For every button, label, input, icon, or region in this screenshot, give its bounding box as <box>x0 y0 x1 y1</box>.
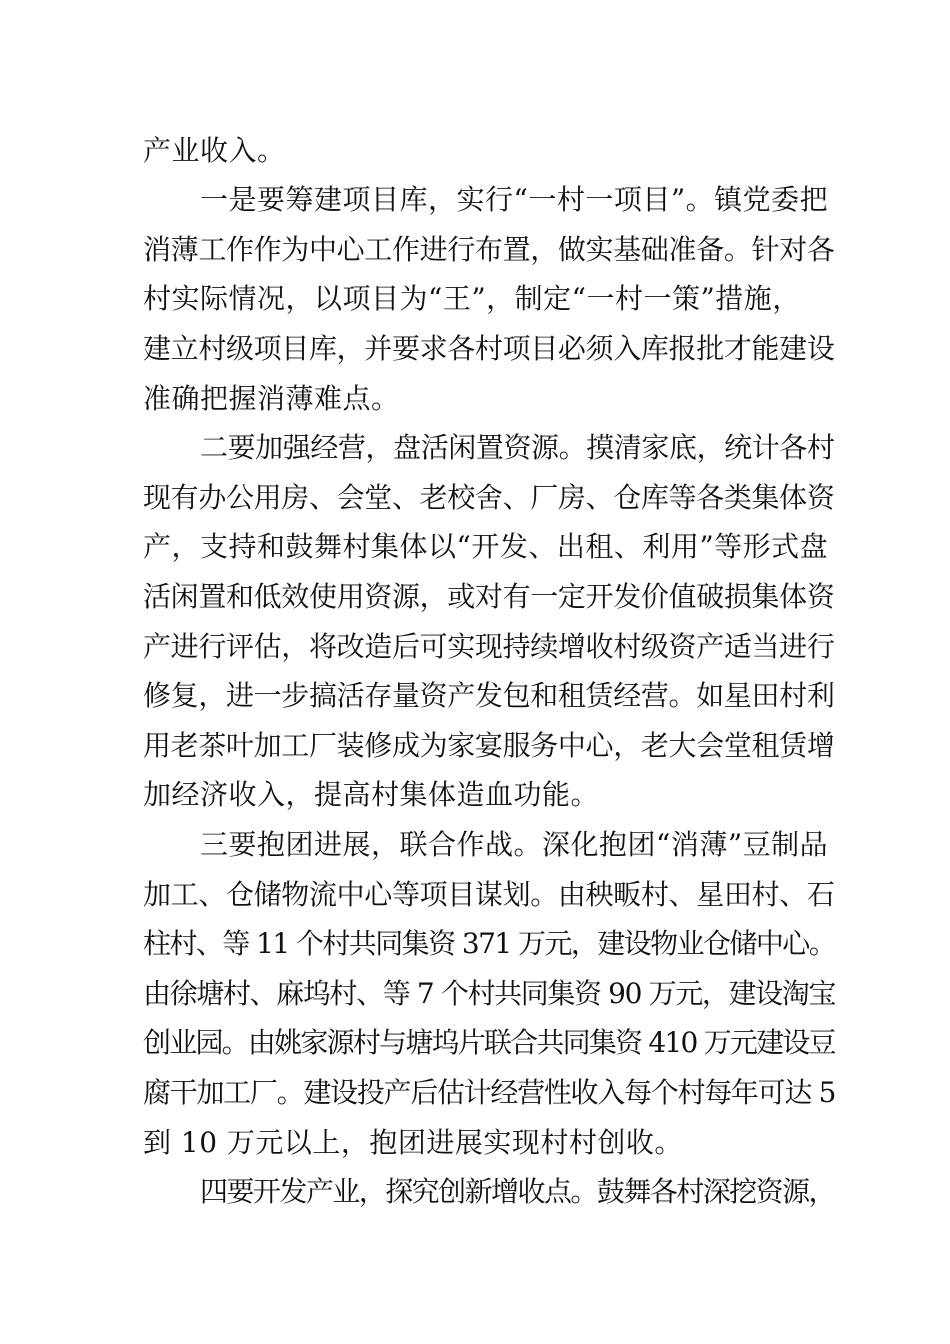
text-line: 加工、仓储物流中心等项目谋划。由秧畈村、星田村、石 <box>143 878 835 911</box>
paragraph-3-start: 三要抱团进展，联合作战。深化抱团“消薄”豆制品 <box>200 828 829 861</box>
text-line: 准确把握消薄难点。 <box>143 382 400 415</box>
text-line: 到 10 万元以上，抱团进展实现村村创收。 <box>143 1126 683 1159</box>
text-line: 柱村、等 11 个村共同集资 371 万元，建设物业仓储中心。 <box>143 927 836 960</box>
text-line: 修复，进一步搞活存量资产发包和租赁经营。如星田村利 <box>143 679 835 712</box>
paragraph-1-start: 一是要筹建项目库，实行“一村一项目”。镇党委把 <box>200 183 829 216</box>
text-line: 产进行评估，将改造后可实现持续增收村级资产适当进行 <box>143 630 835 663</box>
text-line: 村实际情况，以项目为“王”，制定“一村一策”措施， <box>143 282 801 315</box>
text-line: 产，支持和鼓舞村集体以“开发、出租、利用”等形式盘 <box>143 530 829 563</box>
paragraph-2-start: 二要加强经营，盘活闲置资源。摸清家底，统计各村 <box>200 431 835 464</box>
text-line: 用老茶叶加工厂装修成为家宴服务中心，老大会堂租赁增 <box>143 729 835 762</box>
text-line: 腐干加工厂。建设投产后估计经营性收入每个村每年可达 5 <box>143 1076 836 1109</box>
text-line: 由徐塘村、麻坞村、等 7 个村共同集资 90 万元，建设淘宝 <box>143 977 836 1010</box>
text-line: 现有办公用房、会堂、老校舍、厂房、仓库等各类集体资 <box>143 481 835 514</box>
paragraph-4-start: 四要开发产业，探究创新增收点。鼓舞各村深挖资源， <box>200 1175 836 1208</box>
text-line: 加经济收入，提高村集体造血功能。 <box>143 778 600 811</box>
text-line: 消薄工作作为中心工作进行布置，做实基础准备。针对各 <box>143 233 835 266</box>
text-line: 产业收入。 <box>143 134 286 167</box>
text-line: 建立村级项目库，并要求各村项目必须入库报批才能建设 <box>143 332 835 365</box>
text-line: 活闲置和低效使用资源，或对有一定开发价值破损集体资 <box>143 580 835 613</box>
text-line: 创业园。由姚家源村与塘坞片联合共同集资 410 万元建设豆 <box>143 1026 835 1059</box>
